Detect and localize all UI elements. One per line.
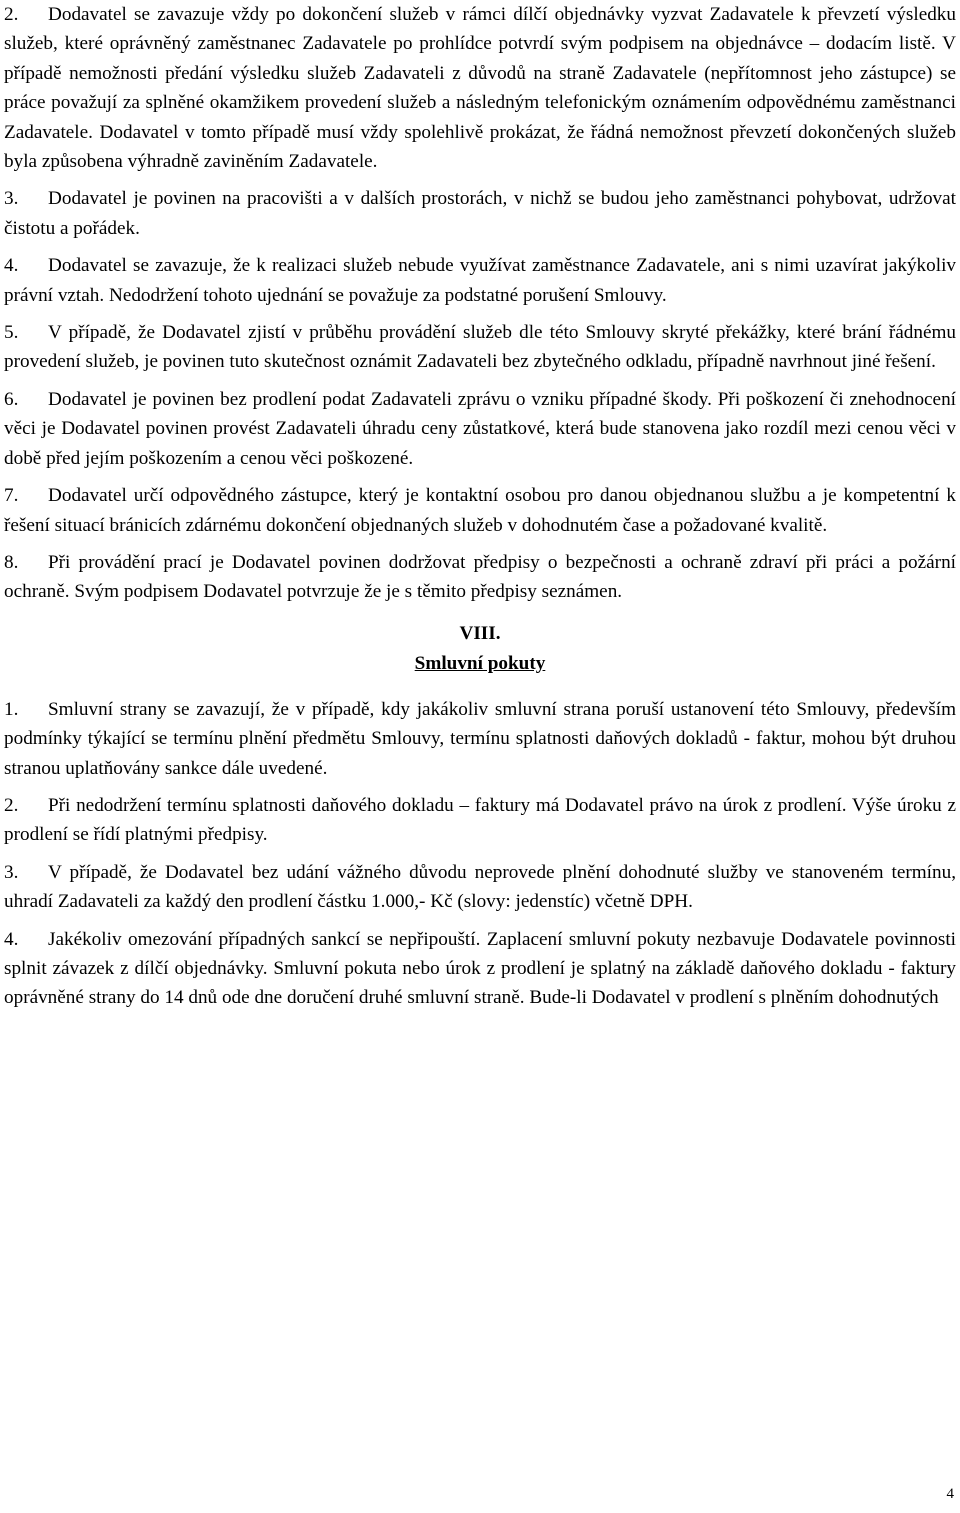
paragraph-number: 5. [4,322,19,344]
paragraph-3 [4,184,956,243]
paragraph-text: Dodavatel se zavazuje, že k realizaci služeb nebude využívat zaměstnance Zadavatele, ani s nimi uzavírat jakýkoliv právní vztah. Nedodržení tohoto ujednání se považuje za podstatné porušení Smlouvy. [4,255,956,306]
paragraph-6 [4,385,956,473]
paragraph-text: Jakékoliv omezování případných sankcí se nepřipouští. Zaplacení smluvní pokuty nezbavuje Dodavatele povinnosti splnit závazek z dílčí objednávky. Smluvní pokuta nebo úrok z prodlení je splatný na základě daňového dokladu - faktury oprávněné strany do 14 dnů ode dne doručení druhé smluvní straně. Bude-li Dodavatel v prodlení s plněním dohodnutých [4,928,956,1009]
paragraph-4 [4,251,956,310]
paragraph-number: 7. [4,485,19,507]
paragraph-number: 4. [4,928,19,950]
paragraph-number: 4. [4,255,19,277]
paragraph-number: 3. [4,188,19,210]
section-title: Smluvní pokuty [414,652,546,674]
paragraph-text: Dodavatel je povinen bez prodlení podat Zadavateli zprávu o vzniku případné škody. Při poškození či znehodnocení věci je Dodavatel povinen provést Zadavateli úhradu ceny zůstatkové, která bude stanovena jako rozdíl mezi cenou věci v době před jejím poškozením a cenou věci poškozené. [4,388,956,469]
penalty-paragraph-3 [4,858,956,917]
paragraph-number: 8. [4,551,19,573]
paragraph-text: Smluvní strany se zavazují, že v případě, kdy jakákoliv smluvní strana poruší ustanovení této Smlouvy, především podmínky týkající se termínu plnění předmětu Smlouvy, termínu splatnosti daňových dokladů - faktur, mohou být druhou stranou uplatňovány sankce dále uvedené. [4,698,956,779]
penalty-paragraph-1 [4,695,956,783]
paragraph-text: Dodavatel určí odpovědného zástupce, který je kontaktní osobou pro danou objednanou službu a je kompetentní k řešení situací bránicích zdárnému dokončení objednaných služeb v dohodnutém čase a požadované kvalitě. [4,485,956,536]
section-number: VIII. [459,622,501,644]
page-number: 4 [946,1486,954,1502]
document-page [4,0,956,1021]
penalty-paragraph-4 [4,925,956,1013]
paragraph-text: Při provádění prací je Dodavatel povinen dodržovat předpisy o bezpečnosti a ochraně zdraví při práci a požární ochraně. Svým podpisem Dodavatel potvrzuje že je s těmito předpisy seznámen. [4,551,956,603]
paragraph-2 [4,0,956,176]
paragraph-7 [4,481,956,540]
paragraph-number: 2. [4,4,19,25]
paragraph-number: 3. [4,861,19,883]
paragraph-number: 6. [4,388,19,410]
paragraph-text: V případě, že Dodavatel bez udání vážného důvodu neprovede plnění dohodnuté služby ve stanoveném termínu, uhradí Zadavateli za každý den prodlení částku 1.000,- Kč (slovy: jedenstíc) včetně DPH. [4,861,956,913]
paragraph-number: 2. [4,794,19,816]
paragraph-5 [4,318,956,377]
paragraph-8 [4,548,956,607]
penalty-paragraph-2 [4,791,956,850]
paragraph-text: Při nedodržení termínu splatnosti daňového dokladu – faktury má Dodavatel právo na úrok z prodlení. Výše úroku z prodlení se řídí platnými předpisy. [4,794,956,846]
paragraph-number: 1. [4,698,19,720]
paragraph-text: V případě, že Dodavatel zjistí v průběhu provádění služeb dle této Smlouvy skryté překážky, které brání řádnému provedení služeb, je povinen tuto skutečnost oznámit Zadavateli bez zbytečného odkladu, případně navrhnout jiné řešení. [4,322,956,373]
paragraph-text: Dodavatel se zavazuje vždy po dokončení služeb v rámci dílčí objednávky vyzvat Zadavatele k převzetí výsledku služeb, které oprávněný zaměstnanec Zadavatele po prohlídce potvrdí svým podpisem na objednávce – dodacím listě. V případě nemožnosti předání výsledku služeb Zadavateli z důvodů na straně Zadavatele (nepřítomnost jeho zástupce) se práce považují za splněné okamžikem provedení služeb a následným telefonickým oznámením odpovědnému zaměstnanci Zadavatele. Dodavatel v tomto případě musí vždy spolehlivě prokázat, že řádná nemožnost převzetí dokončených služeb byla způsobena výhradně zaviněním Zadavatele. [4,4,956,173]
paragraph-text: Dodavatel je povinen na pracovišti a v dalších prostorách, v nichž se budou jeho zaměstnanci pohybovat, udržovat čistotu a pořádek. [4,188,956,239]
